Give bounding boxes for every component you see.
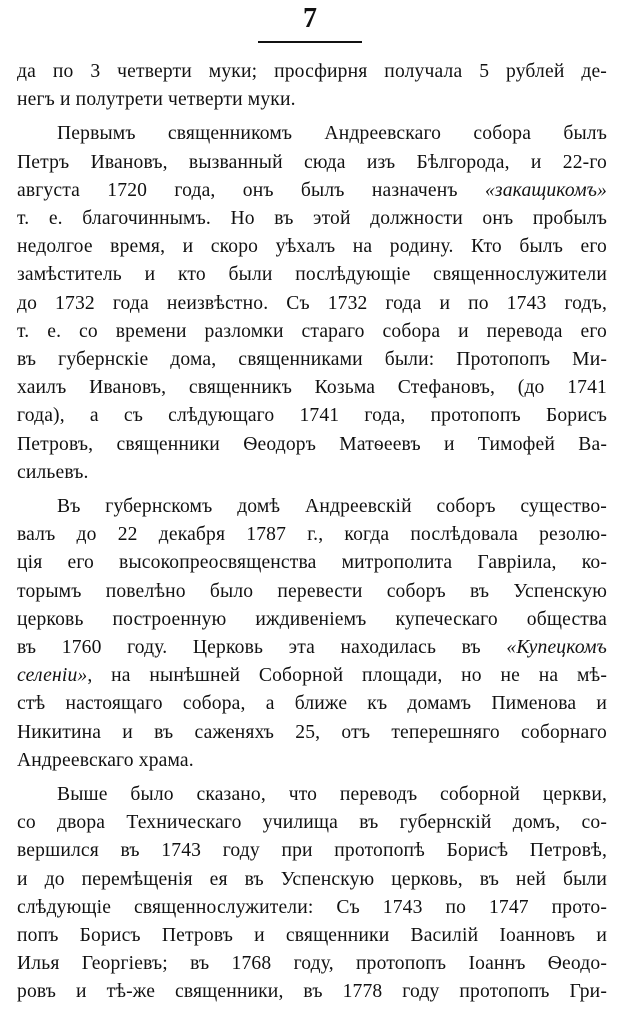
- text-line: Никитина и въ саженяхъ 25, отъ теперешняго соборнаго: [17, 721, 607, 743]
- page-number-rule: [258, 41, 362, 43]
- text-line: Выше было сказано, что переводъ соборной церкви,: [57, 784, 607, 805]
- text-line: да по 3 четверти муки; просфирня получала 5 рублей де-: [17, 61, 607, 82]
- text-line: стѣ настоящаго собора, а ближе къ домамъ Пименова и: [17, 693, 607, 715]
- text-line: до 1732 года неизвѣстно. Съ 1732 года и по 1743 годъ,: [17, 292, 607, 314]
- emphasized-word: «закащикомъ»: [484, 179, 607, 201]
- text-line: въ губернскіе дома, священниками были: Протопопъ Ми-: [17, 349, 607, 370]
- text-line: негъ и полутрети четверти муки.: [17, 89, 296, 111]
- text-line: со двора Техническаго училища въ губернскій домъ, со-: [17, 812, 607, 834]
- text-line: Андреевскаго храма.: [17, 749, 194, 771]
- page-number: 7: [303, 3, 317, 34]
- text-line: [17, 662, 607, 690]
- text-line: попъ Борисъ Петровъ и священники Василій Іоанновъ и: [17, 925, 607, 946]
- text-line: ровъ и тѣ-же священники, въ 1778 году протопопъ Гри-: [17, 981, 607, 1003]
- text-line: и до перемѣщенія ея въ Успенскую церковь, въ ней были: [17, 868, 607, 890]
- text-line: замѣститель и кто были послѣдующіе священнослужители: [17, 264, 607, 286]
- text-line: недолгое время, и скоро уѣхалъ на родину. Кто былъ его: [17, 236, 607, 258]
- text-line: Петровъ, священники Ѳеодоръ Матѳеевъ и Тимофей Ва-: [17, 433, 607, 455]
- text-line: церковь построенную иждивеніемъ купеческаго общества: [17, 608, 607, 630]
- text-line-part: августа 1720 года, онъ былъ назначенъ: [17, 179, 485, 201]
- emphasized-word: селеніи»: [17, 665, 88, 687]
- text-line: вершился въ 1743 году при протопопѣ Борисѣ Петровѣ,: [17, 840, 607, 862]
- text-line-part: въ 1760 году. Церковь эта находилась въ: [17, 637, 507, 658]
- text-line: ція его высокопреосвященства митрополита Гавріила, ко-: [17, 552, 607, 574]
- text-line: Въ губернскомъ домѣ Андреевскій соборъ существо-: [57, 496, 607, 517]
- text-line: т. е. благочиннымъ. Но въ этой должности онъ пробылъ: [17, 208, 607, 229]
- text-line: сильевъ.: [17, 461, 89, 483]
- text-line: Первымъ священникомъ Андреевскаго собора былъ: [57, 123, 607, 145]
- text-line: валъ до 22 декабря 1787 г., когда послѣдовала резолю-: [17, 524, 607, 546]
- text-line: Илья Георгіевъ; въ 1768 году, протопопъ Іоаннъ Ѳеодо-: [17, 953, 607, 975]
- text-line: года), а съ слѣдующаго 1741 года, протопопъ Борисъ: [17, 405, 607, 427]
- text-line: Петръ Ивановъ, вызванный сюда изъ Бѣлгорода, и 22-го: [17, 151, 607, 173]
- text-line: т. е. со времени разломки стараго собора и перевода его: [17, 320, 607, 342]
- text-line-part: , на нынѣшней Соборной площади, но не на мѣ-: [87, 665, 607, 687]
- text-line: торымъ повелѣно было перевести соборъ въ Успенскую: [17, 580, 607, 602]
- emphasized-word: «Купецкомъ: [506, 637, 607, 658]
- text-line: [17, 634, 607, 662]
- text-line: слѣдующіе священнослужители: Съ 1743 по 1747 прото-: [17, 896, 607, 918]
- text-line: [17, 177, 607, 205]
- text-line: хаилъ Ивановъ, священникъ Козьма Стефановъ, (до 1741: [17, 377, 607, 399]
